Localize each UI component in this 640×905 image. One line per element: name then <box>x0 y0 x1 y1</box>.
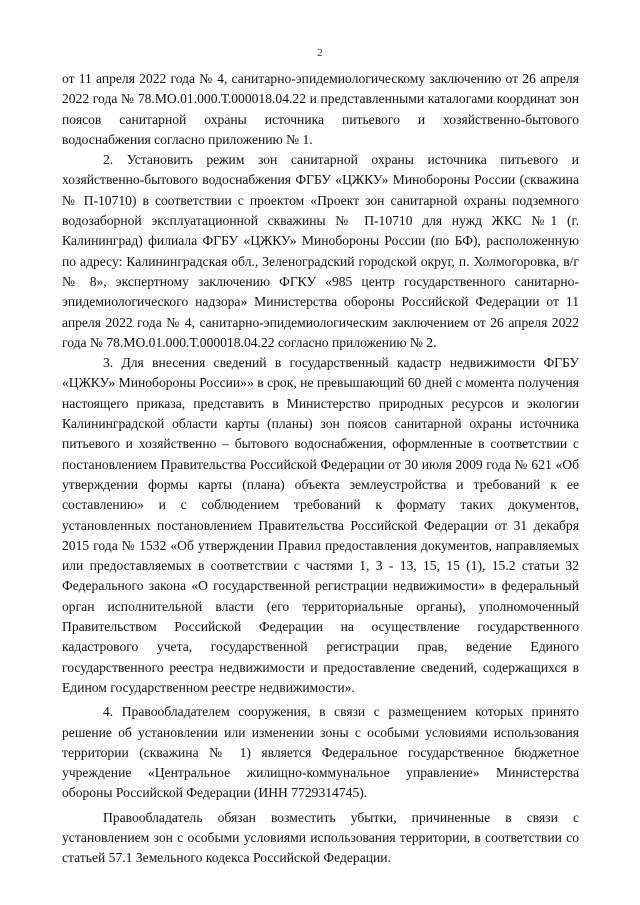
paragraph-item-3: 3. Для внесения сведений в государственный кадастр недвижимости ФГБУ «ЦЖКУ» Минобороны России»» в срок, не превышающий 60 дней с момента получения настоящего приказа, представить в Министерство природных ресурсов и экологии Калининградской области карты (планы) зон поясов санитарной охраны источника питьевого и хозяйственно – бытового водоснабжения, оформленные в соответствии с постановлением Правительства Российской Федерации от 30 июля 2009 года № 621 «Об утверждении формы карты (плана) объекта землеустройства и требований к ее составлению» и с соблюдением требований к формату таких документов, установленных постановлением Правительства Российской Федерации от 31 декабря 2015 года № 1532 «Об утверждении Правил предоставления документов, направляемых или предоставляемых в соответствии с частями 1, 3 - 13, 15, 15 (1), 15.2 статьи 32 Федерального закона «О государственной регистрации недвижимости» в федеральный орган исполнительной власти (его территориальные органы), уполномоченный Правительством Российской Федерации на осуществление государственного кадастрового учета, государственной регистрации прав, ведение Единого государственного реестра недвижимости и предоставление сведений, содержащихся в Едином государственном реестре недвижимости». <box>62 355 579 695</box>
page-number: 2 <box>317 47 323 59</box>
paragraph-item-2: 2. Установить режим зон санитарной охраны источника питьевого и хозяйственно-бытового водоснабжения ФГБУ «ЦЖКУ» Минобороны России (скважина № П-10710) в соответствии с проектом «Проект зон санитарной охраны подземного водозаборной эксплуатационной скважины № П-10710 для нужд ЖКС №1 (г. Калининград) филиала ФГБУ «ЦЖКУ» Минобороны России (по БФ), расположенную по адресу: Калининградская обл., Зеленоградский городской округ, п. Холмогоровка, в/г № 8», экспертному заключению ФГКУ «985 центр государственного санитарно- эпидемиологического надзора» Министерства обороны Российской Федерации от 11 апреля 2022 года № 4, санитарно-эпидемиологическим заключением от 26 апреля 2022 года № 78.МО.01.000.Т.000018.04.22 согласно приложению № 2. <box>62 152 579 350</box>
document-body <box>62 69 579 869</box>
paragraph-item-4: 4. Правообладателем сооружения, в связи с размещением которых принято решение об установлении или изменении зоны с особыми условиями использования территории (скважина № 1) является Федеральное государственное бюджетное учреждение «Центральное жилищно-коммунальное управление» Министерства обороны Российской Федерации (ИНН 7729314745). <box>62 704 579 801</box>
paragraph-rights-holder: Правообладатель обязан возместить убытки, причиненные в связи с установлением зон с особыми условиями использования территории, в соответствии со статьей 57.1 Земельного кодекса Российской Федерации. <box>62 809 579 866</box>
paragraph-continuation: от 11 апреля 2022 года № 4, санитарно-эпидемиологическому заключению от 26 апреля 2022 года № 78.МО.01.000.Т.000018.04.22 и представленными каталогами координат зон поясов санитарной охраны источника питьевого и хозяйственно-бытового водоснабжения согласно приложению № 1. <box>62 71 579 147</box>
